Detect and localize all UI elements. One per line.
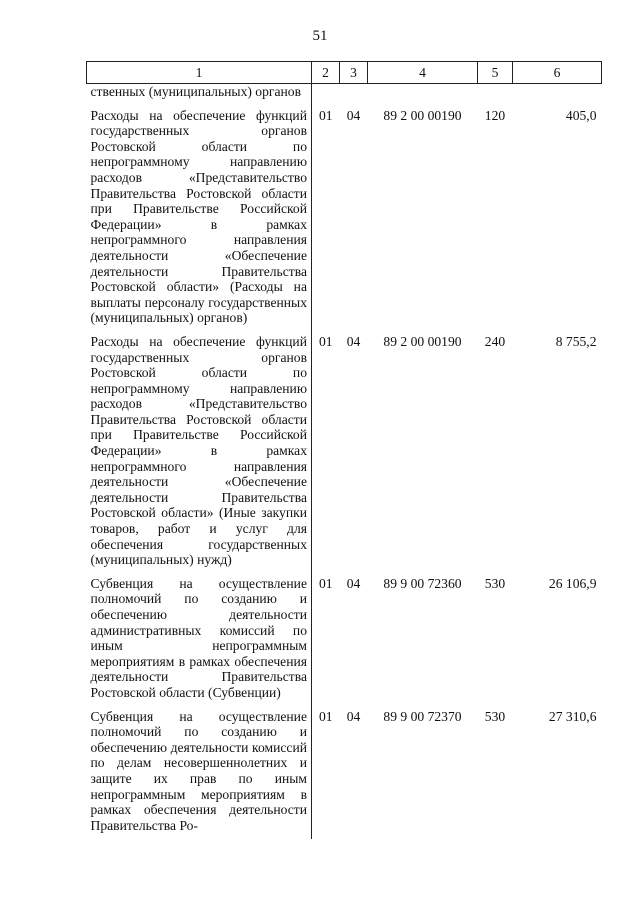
header-row xyxy=(87,62,602,84)
row-expense-type xyxy=(478,84,513,106)
row-expense-type: 240 xyxy=(484,333,506,349)
row-subsection: 04 xyxy=(346,333,361,349)
row-description: Субвенция на осуществление полномочий по созданию и обеспечению деятельности комиссий по делам несовершеннолетних и защите их прав по иным непрограммным мероприятиям в рамках обеспечения деятельности Правительства Ро- xyxy=(87,707,312,840)
row-section xyxy=(312,84,340,106)
table-row xyxy=(87,106,602,332)
budget-table xyxy=(86,61,602,839)
table-row xyxy=(87,84,602,106)
table-row xyxy=(87,574,602,707)
row-subsection: 04 xyxy=(346,708,361,724)
row-amount: 27 310,6 xyxy=(548,708,597,724)
table-row xyxy=(87,707,602,840)
col-header-1: 1 xyxy=(87,62,312,84)
row-expense-type: 120 xyxy=(484,107,506,123)
row-target-code: 89 2 00 00190 xyxy=(383,333,462,349)
row-target-code: 89 2 00 00190 xyxy=(383,107,462,123)
col-header-5: 5 xyxy=(478,62,513,84)
col-header-2: 2 xyxy=(312,62,340,84)
row-target-code xyxy=(368,84,478,106)
row-section: 01 xyxy=(318,333,333,349)
row-amount: 8 755,2 xyxy=(555,333,597,349)
page-number: 51 xyxy=(312,28,328,44)
row-expense-type: 530 xyxy=(484,708,506,724)
row-target-code: 89 9 00 72360 xyxy=(383,575,462,591)
row-subsection xyxy=(340,84,368,106)
row-description: Субвенция на осуществление полномочий по созданию и обеспечению деятельности административных комиссий по иным непрограммным мероприятиям в рамках обеспечения деятельности Правительства Ростовской области (Субвенции) xyxy=(87,574,312,707)
col-header-6: 6 xyxy=(513,62,602,84)
row-expense-type: 530 xyxy=(484,575,506,591)
row-description: ственных (муниципальных) органов xyxy=(87,84,312,106)
row-section: 01 xyxy=(318,107,333,123)
table-row xyxy=(87,332,602,574)
row-amount xyxy=(513,84,602,106)
row-section: 01 xyxy=(318,575,333,591)
row-section: 01 xyxy=(318,708,333,724)
row-target-code: 89 9 00 72370 xyxy=(383,708,462,724)
row-amount: 405,0 xyxy=(565,107,597,123)
row-subsection: 04 xyxy=(346,107,361,123)
col-header-3: 3 xyxy=(340,62,368,84)
col-header-4: 4 xyxy=(368,62,478,84)
row-description: Расходы на обеспечение функций государственных органов Ростовской области по непрограммному направлению расходов «Представительство Правительства Ростовской области при Правительстве Российской Федерации» в рамках непрограммного направления деятельности «Обеспечение деятельности Правительства Ростовской области» (Иные закупки товаров, работ и услуг для обеспечения государственных (муниципальных) нужд) xyxy=(87,332,312,574)
row-subsection: 04 xyxy=(346,575,361,591)
row-amount: 26 106,9 xyxy=(548,575,597,591)
row-description: Расходы на обеспечение функций государственных органов Ростовской области по непрограммному направлению расходов «Представительство Правительства Ростовской области при Правительстве Российской Федерации» в рамках непрограммного направления деятельности «Обеспечение деятельности Правительства Ростовской области» (Расходы на выплаты персоналу государственных (муниципальных) органов) xyxy=(87,106,312,332)
